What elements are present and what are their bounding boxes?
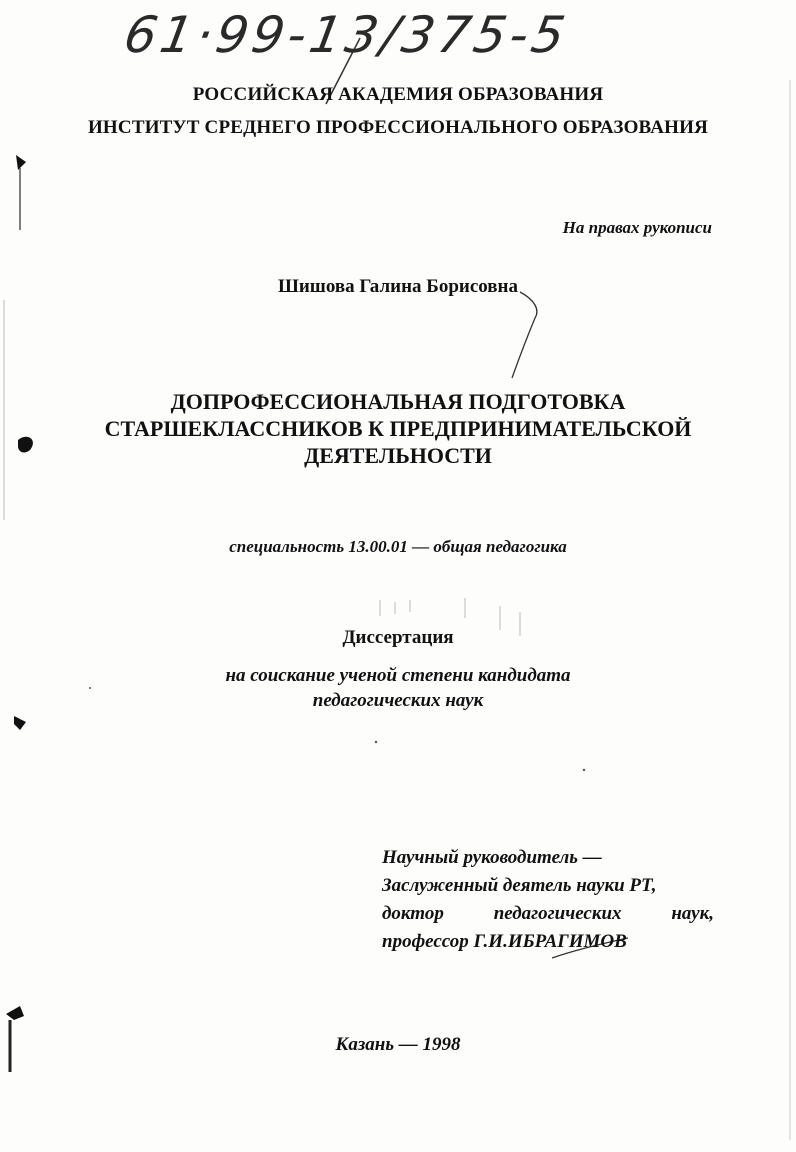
supervisor-degree <box>382 900 714 928</box>
title-line: ДОПРОФЕССИОНАЛЬНАЯ ПОДГОТОВКА <box>170 389 626 414</box>
binding-mark <box>16 155 26 170</box>
speck <box>375 741 377 743</box>
binding-mark <box>6 1006 24 1020</box>
city-year: Казань — 1998 <box>335 1034 461 1055</box>
author-name: Шишова Галина Борисовна <box>277 276 519 297</box>
specialty: специальность 13.00.01 — общая педагогика <box>229 537 567 556</box>
supervisor-degree-word: наук, <box>671 903 714 924</box>
dissertation-title <box>0 388 796 469</box>
archive-code-handwritten: 61·99-13/375-5 <box>119 6 574 64</box>
degree-statement <box>0 663 796 713</box>
speck <box>583 769 585 771</box>
degree-line: на соискание ученой степени кандидата <box>225 665 571 686</box>
supervisor-degree-word: педагогических <box>493 903 622 924</box>
supervisor-block <box>382 844 714 956</box>
binding-mark <box>14 716 26 730</box>
supervisor-degree-word: доктор <box>382 903 444 924</box>
rights-note: На правах рукописи <box>562 218 712 237</box>
handwritten-stroke <box>512 292 537 378</box>
work-type: Диссертация <box>342 627 454 648</box>
title-line: СТАРШЕКЛАССНИКОВ К ПРЕДПРИНИМАТЕЛЬСКОЙ <box>104 416 692 441</box>
degree-line: педагогических наук <box>312 690 484 711</box>
organization-line-1: РОССИЙСКАЯ АКАДЕМИЯ ОБРАЗОВАНИЯ <box>192 84 604 105</box>
supervisor-role: Научный руководитель — <box>382 847 602 868</box>
supervisor-name: профессор Г.И.ИБРАГИМОВ <box>382 931 627 952</box>
supervisor-honor: Заслуженный деятель науки РТ, <box>382 875 657 896</box>
title-line: ДЕЯТЕЛЬНОСТИ <box>304 443 492 468</box>
organization-line-2: ИНСТИТУТ СРЕДНЕГО ПРОФЕССИОНАЛЬНОГО ОБРАЗОВАНИЯ <box>87 117 709 138</box>
